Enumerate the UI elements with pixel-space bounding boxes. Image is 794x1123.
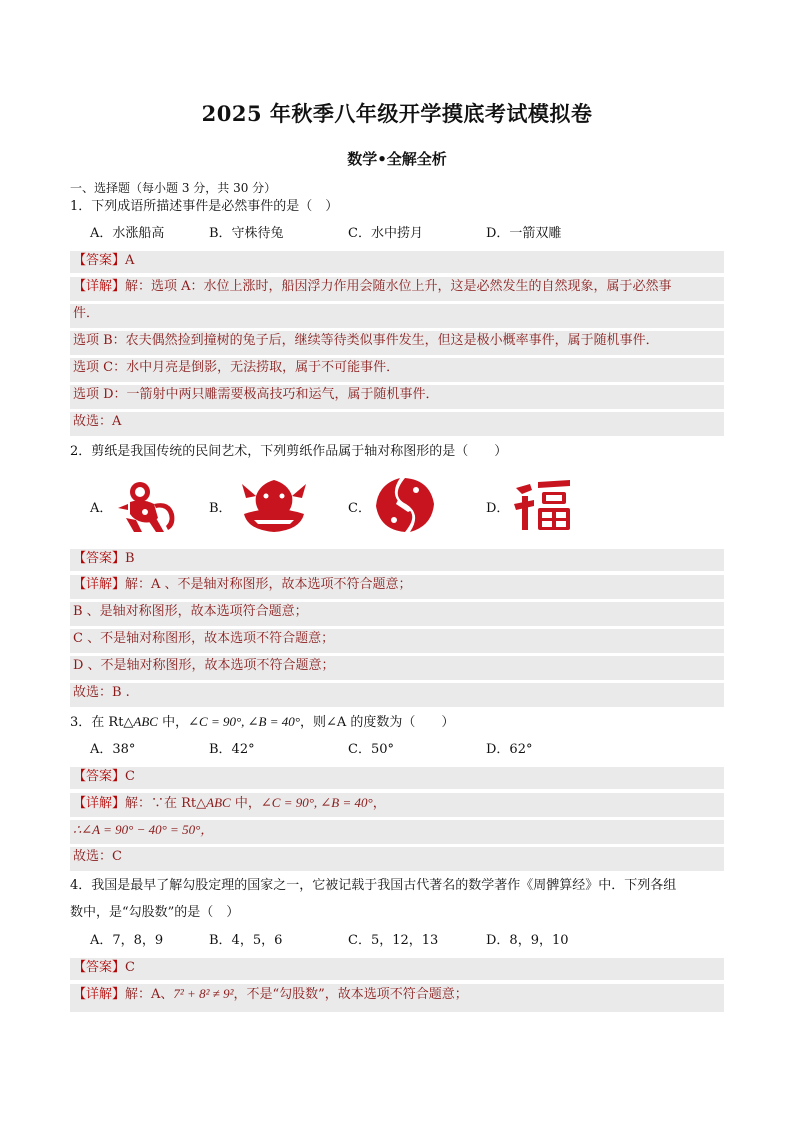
q2-detail-2: B 、是轴对称图形，故本选项符合题意； <box>70 602 724 626</box>
q3-detail-prefix: 解：∵在 Rt△ <box>125 796 207 811</box>
q1-option-c: C．水中捞月 <box>348 226 423 241</box>
q3-option-b: B．42° <box>209 742 255 757</box>
q3-detail-triangle: ABC <box>206 795 231 810</box>
q3-detail-2 <box>70 820 724 844</box>
q3-condition: ∠C = 90°, ∠B = 40° <box>188 714 300 729</box>
q2-detail-1 <box>70 575 724 599</box>
q3-option-a: A．38° <box>90 742 136 757</box>
question-2-stem: 2．剪纸是我国传统的民间艺术，下列剪纸作品属于轴对称图形的是（ ） <box>70 444 508 459</box>
q1-option-a: A．水涨船高 <box>90 226 165 241</box>
page-subtitle: 数学•全解全析 <box>347 150 447 168</box>
q4-detail-prefix: 解：A、 <box>125 987 174 1002</box>
q4-option-d: D．8，9，10 <box>486 933 569 948</box>
page-title: 2025 年秋季八年级开学摸底考试模拟卷 <box>201 101 593 126</box>
twin-fish-papercut-image <box>234 474 314 536</box>
answer-value: B <box>125 551 135 566</box>
q2-option-d-label: D． <box>486 501 510 516</box>
monkey-papercut-image <box>112 474 182 536</box>
q3-stem-prefix: 3．在 Rt△ <box>70 715 134 730</box>
answer-tag: 【答案】 <box>73 769 126 784</box>
q2-option-b-label: B． <box>209 501 232 516</box>
q3-detail-mid: 中， <box>230 796 261 811</box>
detail-tag: 【详解】 <box>73 987 126 1002</box>
q1-detail-4: 选项 C：水中月亮是倒影，无法捞取，属于不可能事件． <box>70 358 724 382</box>
q3-detail-1 <box>70 793 724 817</box>
q4-detail-suffix: ，不是“勾股数”，故本选项不符合题意； <box>233 987 468 1002</box>
q1-detail-2: 件． <box>70 304 724 328</box>
detail-text: 解：选项 A：水位上涨时，船因浮力作用会随水位上升，这是必然发生的自然现象，属于必然事 <box>125 279 672 294</box>
q3-detail-condition: ∠C = 90°, ∠B = 40° <box>260 795 373 810</box>
q4-option-b: B．4，5，6 <box>209 933 283 948</box>
question-1-stem: 1．下列成语所描述事件是必然事件的是（ ） <box>70 199 339 214</box>
q3-detail-suffix: ， <box>372 796 386 811</box>
q1-detail-6: 故选：A <box>70 412 724 436</box>
q1-detail-5: 选项 D：一箭射中两只雕需要极高技巧和运气，属于随机事件． <box>70 385 724 409</box>
q3-stem-mid: 中， <box>157 715 189 730</box>
q4-detail-math: 7² + 8² ≠ 9² <box>173 986 234 1001</box>
q2-answer <box>70 549 724 571</box>
q1-option-b: B．守株待兔 <box>209 226 284 241</box>
q3-option-c: C．50° <box>348 742 394 757</box>
q3-detail-3: 故选：C <box>70 847 724 871</box>
answer-tag: 【答案】 <box>73 551 126 566</box>
q4-option-a: A．7，8，9 <box>90 933 164 948</box>
q2-detail-5: 故选：B . <box>70 683 724 707</box>
q2-detail-3: C 、不是轴对称图形，故本选项不符合题意； <box>70 629 724 653</box>
answer-value: A <box>125 253 135 268</box>
q1-answer <box>70 251 724 273</box>
detail-tag: 【详解】 <box>73 577 126 592</box>
q3-answer <box>70 767 724 789</box>
q3-triangle: ABC <box>133 714 158 729</box>
answer-tag: 【答案】 <box>73 253 126 268</box>
q1-detail-3: 选项 B：农夫偶然捡到撞树的兔子后，继续等待类似事件发生，但这是极小概率事件，属于随机事件． <box>70 331 724 355</box>
q4-option-c: C．5，12，13 <box>348 933 439 948</box>
detail-text: 解：A 、不是轴对称图形，故本选项不符合题意； <box>125 577 412 592</box>
q1-detail-1 <box>70 277 724 301</box>
answer-value: C <box>125 960 135 975</box>
question-4-stem-1: 4．我国是最早了解勾股定理的国家之一，它被记载于我国古代著名的数学著作《周髀算经》中．下列各组 <box>70 878 677 893</box>
q1-option-d: D．一箭双雕 <box>486 226 562 241</box>
detail-tag: 【详解】 <box>73 796 126 811</box>
q2-option-a-label: A． <box>90 501 113 516</box>
q3-detail-equation: ∴∠A = 90° − 40° = 50°， <box>73 822 214 837</box>
section-heading: 一、选择题（每小题 3 分，共 30 分） <box>70 181 277 195</box>
detail-tag: 【详解】 <box>73 279 126 294</box>
q4-answer <box>70 958 724 980</box>
question-3-stem <box>70 712 724 733</box>
q2-option-c-label: C． <box>348 501 371 516</box>
q3-option-d: D．62° <box>486 742 533 757</box>
fish-circle-papercut-image <box>370 474 440 536</box>
q4-detail-1 <box>70 984 724 1012</box>
q3-stem-suffix: ，则∠A 的度数为（ ） <box>299 715 455 730</box>
answer-tag: 【答案】 <box>73 960 126 975</box>
q2-detail-4: D 、不是轴对称图形，故本选项不符合题意； <box>70 656 724 680</box>
question-4-stem-2: 数中，是“勾股数”的是（ ） <box>70 905 240 920</box>
fu-character-papercut-image <box>508 474 578 536</box>
answer-value: C <box>125 769 135 784</box>
